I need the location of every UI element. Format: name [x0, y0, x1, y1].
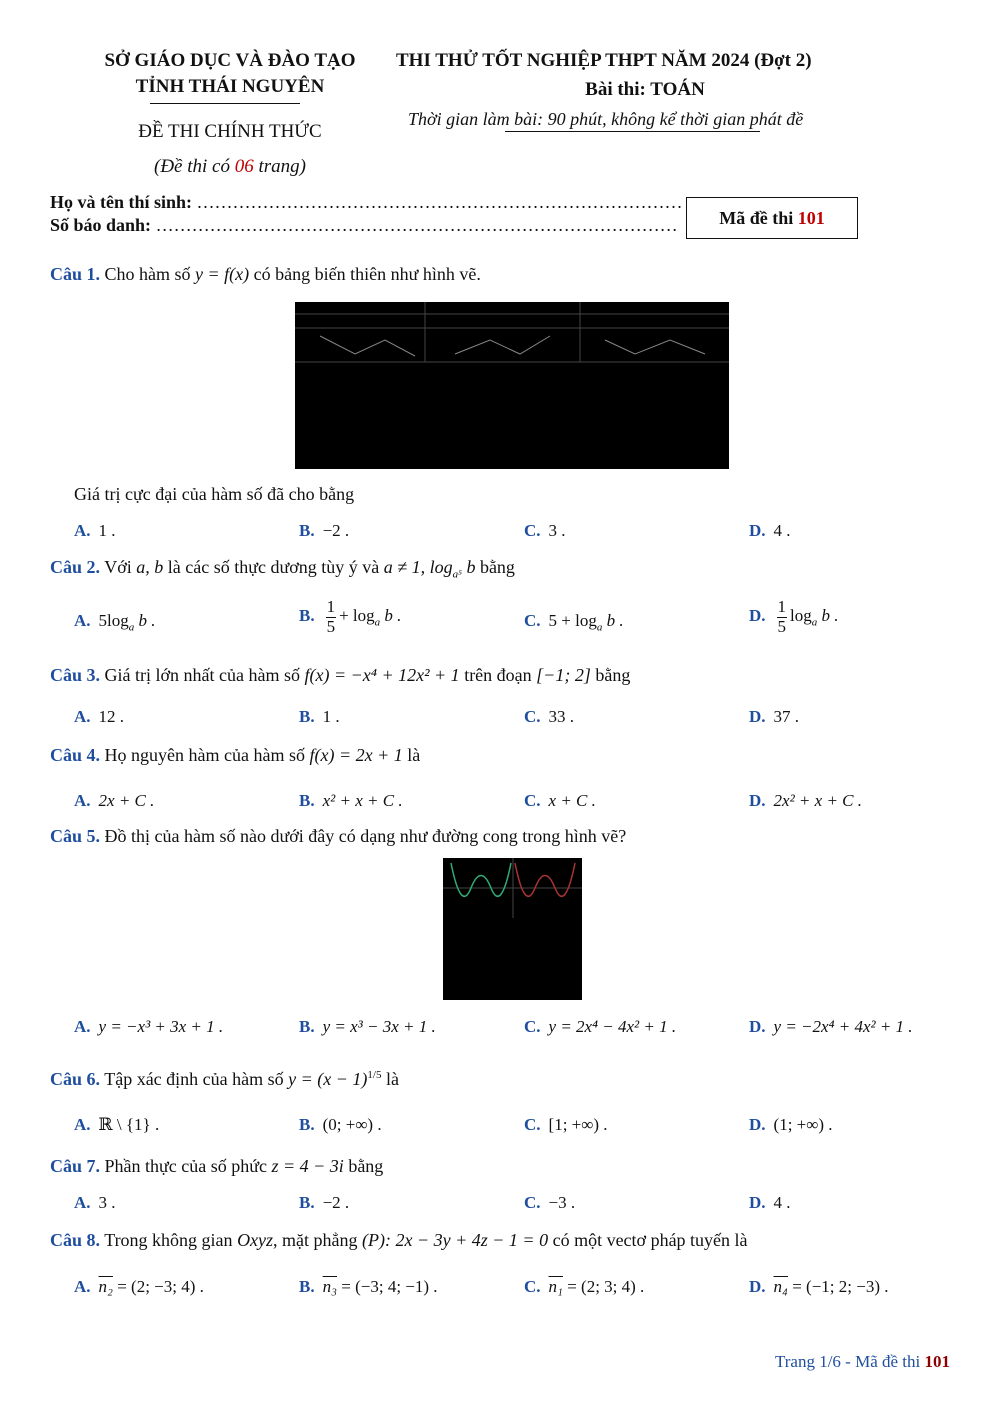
option-4d[interactable] [749, 791, 862, 811]
option-2a[interactable] [74, 611, 156, 633]
question-math: a ≠ 1, log [383, 557, 453, 577]
option-2d[interactable] [749, 598, 839, 636]
question-math: Oxyz [237, 1230, 274, 1250]
option-6b[interactable] [299, 1115, 382, 1135]
question-math: y = f(x) [195, 264, 250, 284]
option-value: y = 2x⁴ − 4x² + 1 . [548, 1017, 677, 1036]
question-label: Câu 5. [50, 826, 101, 846]
question-math: y = (x − 1) [288, 1069, 368, 1089]
option-7b[interactable] [299, 1193, 349, 1213]
fraction [326, 598, 337, 636]
option-3b[interactable] [299, 707, 340, 727]
log-base: a [128, 621, 135, 634]
option-value: 12 . [98, 707, 125, 726]
option-label: A. [74, 791, 91, 810]
question-text: là [381, 1069, 399, 1089]
exam-time: Thời gian làm bài: 90 phút, không kể thời gian phát đề [408, 109, 804, 129]
fraction-den: 5 [326, 616, 336, 636]
question-text: bằng [590, 665, 631, 685]
option-value: y = x³ − 3x + 1 . [322, 1017, 436, 1036]
option-value: ℝ \ {1} . [98, 1115, 160, 1134]
question-text: có một vectơ pháp tuyến là [548, 1230, 748, 1250]
option-value: 33 . [548, 707, 575, 726]
exam-code-label: Mã đề thi [719, 208, 798, 228]
question-label: Câu 8. [50, 1230, 101, 1250]
option-7a[interactable] [74, 1193, 116, 1213]
option-value: 2x² + x + C . [773, 791, 863, 810]
question-text: Giá trị lớn nhất của hàm số [104, 665, 305, 685]
option-value: = (2; 3; 4) . [567, 1277, 645, 1296]
province-name: TỈNH THÁI NGUYÊN [135, 76, 325, 97]
question-label: Câu 1. [50, 264, 101, 284]
option-5c[interactable] [524, 1017, 676, 1037]
option-value: (0; +∞) . [322, 1115, 382, 1134]
option-7d[interactable] [749, 1193, 791, 1213]
candidate-id-row [50, 215, 678, 236]
question-1-sub: Giá trị cực đại của hàm số đã cho bằng [74, 484, 355, 504]
option-label: D. [749, 1277, 766, 1296]
pages-note-pre: (Đề thi có [154, 156, 235, 177]
option-label: C. [524, 1017, 541, 1036]
pages-note-post: trang) [253, 156, 306, 177]
option-label: D. [749, 1017, 766, 1036]
option-label: D. [749, 1193, 766, 1212]
question-math: z = 4 − 3i [271, 1156, 344, 1176]
option-value: 5log [98, 611, 129, 630]
option-8a[interactable] [74, 1277, 204, 1297]
footer-code: 101 [924, 1352, 950, 1371]
option-label: A. [74, 1017, 91, 1036]
vector-name: n₁ [548, 1277, 563, 1296]
question-text: là các số thực dương tùy ý và [163, 557, 384, 577]
question-math: [−1; 2] [536, 665, 591, 685]
option-label: C. [524, 791, 541, 810]
question-math: a, b [136, 557, 164, 577]
option-label: C. [524, 611, 541, 630]
option-label: A. [74, 1193, 91, 1212]
question-text: Với [104, 557, 137, 577]
option-value: 1 . [322, 707, 340, 726]
option-1c[interactable] [524, 521, 566, 541]
question-text: có bảng biến thiên như hình vẽ. [249, 264, 481, 284]
option-value: −2 . [322, 521, 350, 540]
question-text: trên đoạn [459, 665, 537, 685]
question-3 [50, 665, 630, 686]
option-value: 5 + log [548, 611, 597, 630]
option-label: D. [749, 707, 766, 726]
option-3c[interactable] [524, 707, 574, 727]
option-2c[interactable] [524, 611, 624, 633]
variation-table-graphic [295, 302, 729, 469]
option-value: = (−3; 4; −1) . [341, 1277, 438, 1296]
option-value: 4 . [773, 1193, 791, 1212]
option-4c[interactable] [524, 791, 596, 811]
option-value: 3 . [548, 521, 566, 540]
option-value: 2x + C . [98, 791, 155, 810]
question-math: f(x) = 2x + 1 [309, 745, 403, 765]
option-value: −2 . [322, 1193, 350, 1212]
option-5b[interactable] [299, 1017, 436, 1037]
option-label: B. [299, 521, 315, 540]
option-value: log [790, 606, 812, 626]
header-divider-left [150, 103, 300, 104]
candidate-name-row [50, 192, 683, 213]
option-value: [1; +∞) . [548, 1115, 608, 1134]
option-6c[interactable] [524, 1115, 608, 1135]
page-footer [775, 1352, 950, 1372]
option-label: A. [74, 521, 91, 540]
option-label: D. [749, 1115, 766, 1134]
option-label: C. [524, 1277, 541, 1296]
option-label: C. [524, 1115, 541, 1134]
option-label: A. [74, 1277, 91, 1296]
question-label: Câu 7. [50, 1156, 101, 1176]
candidate-id-dots: …………………………………………………………………………… [155, 215, 678, 235]
question-5 [50, 826, 626, 847]
option-label: B. [299, 707, 315, 726]
department-name: SỞ GIÁO DỤC VÀ ĐÀO TẠO [104, 50, 356, 71]
option-5d[interactable] [749, 1017, 913, 1037]
question-text: bằng [343, 1156, 384, 1176]
vector-name: n₂ [98, 1277, 113, 1296]
candidate-name-dots: ……………………………………………………………………… [196, 192, 683, 212]
question-text: là [402, 745, 421, 765]
option-math: b . [602, 611, 624, 630]
option-6a[interactable] [74, 1115, 159, 1135]
option-label: B. [299, 1193, 315, 1212]
option-label: A. [74, 1115, 91, 1134]
question-text: Cho hàm số [104, 264, 196, 284]
option-label: C. [524, 1193, 541, 1212]
option-6d[interactable] [749, 1115, 833, 1135]
option-label: B. [299, 1115, 315, 1134]
exam-title: THI THỬ TỐT NGHIỆP THPT NĂM 2024 (Đợt 2) [396, 50, 812, 71]
question-7 [50, 1156, 383, 1177]
option-label: B. [299, 1017, 315, 1036]
question-2 [50, 557, 515, 581]
option-label: D. [749, 791, 766, 810]
option-label: D. [749, 521, 766, 540]
candidate-id-label: Số báo danh: [50, 215, 152, 235]
question-label: Câu 4. [50, 745, 101, 765]
exponent: 1/5 [367, 1069, 382, 1081]
question-label: Câu 6. [50, 1069, 101, 1089]
question-4 [50, 745, 420, 766]
option-1d[interactable] [749, 521, 791, 541]
option-7c[interactable] [524, 1193, 575, 1213]
exam-subject: Bài thi: TOÁN [585, 79, 705, 100]
option-label: B. [299, 1277, 315, 1296]
option-label: C. [524, 707, 541, 726]
question-6 [50, 1069, 399, 1090]
option-label: A. [74, 611, 91, 630]
option-value: x² + x + C . [322, 791, 403, 810]
variation-table-image [295, 302, 729, 469]
option-value: 37 . [773, 707, 800, 726]
option-8b[interactable] [299, 1277, 438, 1297]
question-math: b [461, 557, 476, 577]
question-text: Đồ thị của hàm số nào dưới đây có dạng như đường cong trong hình vẽ? [104, 826, 627, 846]
option-label: A. [74, 707, 91, 726]
option-value: y = −2x⁴ + 4x² + 1 . [773, 1017, 913, 1036]
option-2b[interactable] [299, 598, 401, 636]
log-base: a⁵ [452, 568, 462, 581]
option-label: C. [524, 521, 541, 540]
question-label: Câu 2. [50, 557, 101, 577]
option-label: B. [299, 791, 315, 810]
option-label: D. [749, 606, 766, 626]
option-value: = (2; −3; 4) . [117, 1277, 204, 1296]
pages-note [80, 156, 380, 178]
question-text: Họ nguyên hàm của hàm số [104, 745, 310, 765]
candidate-name-label: Họ và tên thí sinh: [50, 192, 193, 212]
option-value: (1; +∞) . [773, 1115, 833, 1134]
option-8d[interactable] [749, 1277, 888, 1297]
fraction [777, 598, 788, 636]
option-1b[interactable] [299, 521, 349, 541]
option-value: x + C . [548, 791, 596, 810]
curve-graph-image [443, 858, 582, 1000]
log-base: a [374, 616, 381, 629]
option-value: 1 . [98, 521, 116, 540]
question-text: bằng [475, 557, 515, 577]
option-value: y = −x³ + 3x + 1 . [98, 1017, 224, 1036]
question-text: Trong không gian [104, 1230, 238, 1250]
option-label: B. [299, 606, 315, 626]
option-value: 4 . [773, 521, 791, 540]
option-4a[interactable] [74, 791, 154, 811]
question-math: (P): 2x − 3y + 4z − 1 = 0 [362, 1230, 549, 1250]
footer-page: Trang 1/6 - Mã đề thi [774, 1352, 925, 1371]
question-8 [50, 1230, 748, 1251]
fraction-num: 1 [777, 597, 787, 616]
curve-graph [443, 858, 582, 1000]
question-math: f(x) = −x⁴ + 12x² + 1 [304, 665, 460, 685]
option-8c[interactable] [524, 1277, 644, 1297]
option-value: −3 . [548, 1193, 576, 1212]
option-value: + log [339, 606, 375, 626]
option-math: b . [134, 611, 156, 630]
question-text: , mặt phẳng [273, 1230, 363, 1250]
question-text: Phần thực của số phức [104, 1156, 272, 1176]
question-text: Tập xác định của hàm số [104, 1069, 289, 1089]
exam-code: 101 [797, 208, 825, 228]
question-1 [50, 264, 481, 285]
option-3d[interactable] [749, 707, 799, 727]
option-math: b . [817, 606, 839, 626]
option-math: b . [380, 606, 402, 626]
vector-name: n₄ [773, 1277, 788, 1296]
option-value: = (−1; 2; −3) . [792, 1277, 889, 1296]
fraction-num: 1 [326, 597, 336, 616]
option-3a[interactable] [74, 707, 124, 727]
vector-name: n₃ [322, 1277, 338, 1296]
header-divider-right [505, 131, 760, 132]
official-label: ĐỀ THI CHÍNH THỨC [138, 121, 322, 142]
option-5a[interactable] [74, 1017, 223, 1037]
fraction-den: 5 [777, 616, 787, 636]
option-4b[interactable] [299, 791, 403, 811]
option-1a[interactable] [74, 521, 116, 541]
option-value: 3 . [98, 1193, 116, 1212]
log-base: a [811, 616, 818, 629]
exam-code-box [686, 197, 858, 239]
question-label: Câu 3. [50, 665, 101, 685]
log-base: a [596, 621, 603, 634]
pages-count: 06 [234, 156, 254, 177]
